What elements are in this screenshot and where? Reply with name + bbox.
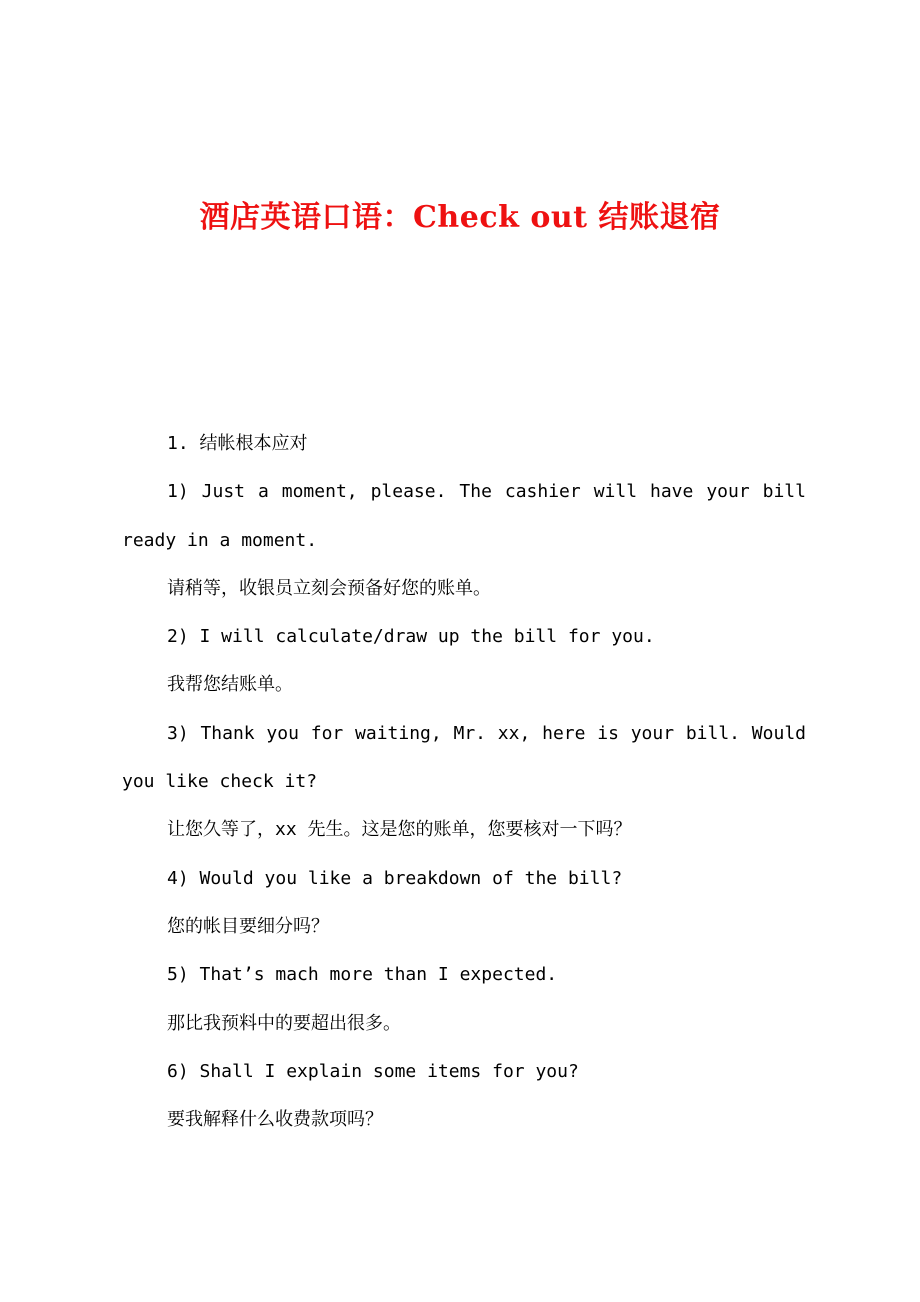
document-body	[122, 420, 806, 1144]
section-heading: 1. 结帐根本应对	[167, 433, 308, 454]
phrase-english-1: 1) Just a moment, please. The cashier will have your bill ready in a moment.	[122, 481, 806, 551]
phrase-chinese-1: 请稍等，收银员立刻会预备好您的账单。	[167, 577, 491, 599]
phrase-english-3: 3) Thank you for waiting, Mr. xx, here is your bill. Would you like check it?	[122, 722, 806, 793]
phrase-chinese-5: 那比我预料中的要超出很多。	[167, 1012, 401, 1034]
phrase-english-5: 5) That’s mach more than I expected.	[167, 964, 558, 986]
document-title: 酒店英语口语：Check out 结账退宿	[199, 200, 721, 235]
phrase-english-6: 6) Shall I explain some items for you?	[167, 1060, 579, 1082]
phrase-chinese-3: 让您久等了，xx 先生。这是您的账单，您要核对一下吗？	[167, 819, 632, 841]
phrase-chinese-6: 要我解释什么收费款项吗？	[167, 1109, 383, 1131]
phrase-english-2: 2) I will calculate/draw up the bill for you.	[167, 626, 655, 648]
phrase-english-4: 4) Would you like a breakdown of the bill?	[167, 867, 623, 889]
phrase-chinese-2: 我帮您结账单。	[167, 674, 293, 696]
phrase-chinese-4: 您的帐目要细分吗？	[167, 915, 329, 937]
